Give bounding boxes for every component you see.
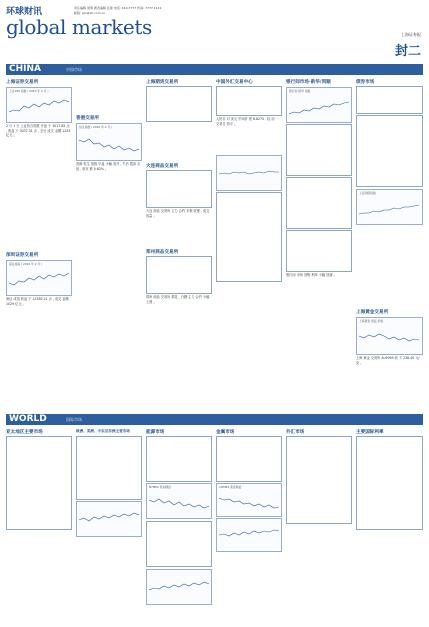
chart-caption: NYMEX 原油期货 — [149, 485, 171, 489]
section-title: 郑州商品交易所 — [146, 250, 179, 255]
world-metals — [216, 429, 282, 623]
page-label: 封二 — [394, 44, 421, 59]
section-body-2 — [216, 283, 281, 403]
world-band — [6, 414, 423, 425]
world-band-label: WORLD — [9, 414, 47, 424]
chart-caption: 上证国债指数 — [359, 191, 376, 195]
section-title: 欧洲、美洲、中东及非洲主要市场 — [76, 429, 130, 433]
chart-caption: 恒生指数 ( 2010 年 2 月 ) — [79, 125, 113, 129]
chart-caption: 深证成指 ( 2010 年 2 月 ) — [9, 262, 43, 266]
chart-line — [219, 171, 279, 174]
chart-box-hkex — [76, 123, 142, 161]
line-chart-gold — [359, 324, 419, 352]
section-body-shfe — [146, 123, 211, 159]
line-chart-metals — [219, 490, 279, 514]
section-title: 能源市场 — [146, 430, 165, 435]
line-chart-sse — [9, 94, 69, 120]
table-shfe — [146, 86, 212, 122]
section-body: 深证 成指 收盘 于 12385.21 点 , 成交 金额 1029 亿元 。 — [6, 297, 69, 306]
china-band-label: CHINA — [9, 64, 41, 74]
section-body-metals — [216, 553, 281, 621]
chart-line — [9, 100, 69, 112]
line-chart-metals-2 — [219, 523, 279, 549]
section-title: 外汇市场 — [286, 430, 305, 435]
table-energy-2 — [146, 521, 212, 567]
table-fx-mid — [216, 86, 282, 116]
chart-line — [149, 582, 209, 590]
line-chart-emea — [79, 506, 139, 534]
section-title: 深圳证券交易所 — [6, 253, 39, 258]
section-body: 人民币 对 美元 中间价 报 6.8270 , 较 前 一 交易日 持平 。 — [216, 117, 279, 126]
masthead-info-2: 邮箱: gm@sh.com.cn — [74, 11, 106, 15]
chart-line — [9, 273, 69, 285]
table-fx-detail — [216, 192, 282, 282]
section-body-emea — [76, 538, 141, 620]
table-bond-index — [356, 86, 423, 114]
masthead — [6, 4, 423, 60]
section-body-top — [76, 79, 141, 113]
chart-box-cfets — [216, 155, 282, 191]
world-rates — [356, 429, 423, 623]
chart-caption: 上海黄金 现货 价格 — [359, 319, 384, 323]
chart-box-energy-2 — [146, 569, 212, 605]
china-band — [6, 64, 423, 75]
chart-box-gold — [356, 317, 423, 355]
table-energy — [146, 436, 212, 482]
section-interbank — [286, 79, 352, 409]
section-body: 郑州 商品 交易所 棉花 , 白糖 主力 合约 小幅 上涨 。 — [146, 295, 210, 304]
chart-box-bond — [356, 189, 423, 225]
table-bonds-2 — [286, 230, 352, 272]
section-title: 香港交易所 — [76, 116, 99, 121]
chart-line — [79, 513, 139, 521]
table-asia — [6, 436, 72, 530]
section-body: 上海 黄金 交易所 Au9995 收 于 238.40 元/克 。 — [356, 356, 420, 365]
table-repo — [286, 124, 352, 176]
masthead-info-1: 责任编辑 周明 图表编辑 张蕾 电话: 010-7777 传真: 7777-1111 — [74, 6, 162, 10]
chart-caption: 上证180 指数 ( 2010 年 2 月 ) — [9, 89, 49, 93]
chart-line — [79, 139, 139, 151]
section-title: 主要国际利率 — [356, 430, 384, 435]
line-chart-bond — [359, 196, 419, 222]
chart-line — [149, 499, 209, 508]
section-sse — [6, 79, 72, 249]
section-title: 银行间市场·新华/同顺 — [286, 80, 331, 85]
logo-en: global markets — [6, 15, 152, 39]
chart-box-szse — [6, 260, 72, 296]
section-futures — [146, 79, 212, 409]
china-band-sub: 中国市场 — [66, 66, 82, 72]
chart-box-metals-2 — [216, 518, 282, 552]
section-body-asia — [6, 531, 71, 621]
line-chart-energy-2 — [149, 574, 209, 602]
chart-line — [359, 205, 419, 214]
table-dce — [146, 170, 212, 208]
chart-line — [359, 334, 419, 341]
chart-line — [219, 498, 279, 508]
table-czce — [146, 256, 212, 294]
line-chart-energy — [149, 490, 209, 516]
table-rates — [356, 436, 423, 530]
paper-name: 上海证券报 — [401, 32, 421, 37]
section-bond — [356, 79, 423, 409]
logo-cn: 环球财讯 — [6, 7, 43, 17]
section-title-shfe: 上海期货交易所 — [146, 80, 179, 85]
chart-line — [219, 530, 279, 536]
line-chart-hkex — [79, 130, 139, 158]
world-fx — [286, 429, 352, 623]
world-band-sub: 国际市场 — [66, 416, 82, 422]
table-bonds — [286, 177, 352, 229]
section-title: 中国外汇交易中心 — [216, 80, 253, 85]
chart-box-metals — [216, 483, 282, 517]
section-body-rates — [356, 531, 422, 621]
section-body: 大连 商品 交易所 主力 合约 多数 收涨 , 成交 放量 。 — [146, 209, 210, 218]
table-emea — [76, 436, 142, 500]
section-body: 香港 恒生 指数 早盘 小幅 高开 , 午后 震荡 走低 , 收市 跌 0.62% 。 — [76, 162, 141, 171]
section-szse — [6, 252, 72, 412]
section-title: 金属市场 — [216, 430, 235, 435]
line-chart-szse — [9, 267, 69, 293]
section-hkex — [76, 79, 142, 409]
chart-caption: 银行间 债券 指数 — [289, 89, 311, 93]
chart-box-sse — [6, 87, 72, 123]
section-body: 银行间 市场 回购 利率 小幅 回落 。 — [286, 273, 337, 277]
section-body-bond — [356, 226, 422, 306]
world-emea — [76, 429, 142, 623]
chart-caption: COMEX 黄金期货 — [219, 485, 242, 489]
line-chart-interbank — [289, 94, 349, 120]
section-title: 上海黄金交易所 — [356, 310, 389, 315]
chart-box-interbank — [286, 87, 352, 123]
section-cfets — [216, 79, 282, 409]
table-metals — [216, 436, 282, 482]
world-asia — [6, 429, 72, 623]
chart-box-energy — [146, 483, 212, 519]
section-body: 2 月 1 日 上证综合指数 开盘 于 3017.82 点 , 收盘 于 3037.31 点 , 全日 成交 金额 1243 亿元 。 — [6, 124, 71, 138]
section-title: 上海证券交易所 — [6, 80, 39, 85]
section-title: 大连商品交易所 — [146, 164, 179, 169]
chart-line — [289, 102, 349, 114]
section-title: 亚太地区主要市场 — [6, 430, 43, 435]
world-energy — [146, 429, 212, 623]
section-title: 债券市场 — [356, 80, 375, 85]
table-bond-quotes — [356, 115, 423, 187]
table-fx — [286, 436, 352, 524]
section-body-fx — [286, 525, 351, 621]
chart-box-emea — [76, 501, 142, 537]
line-chart-cfets — [219, 160, 279, 188]
